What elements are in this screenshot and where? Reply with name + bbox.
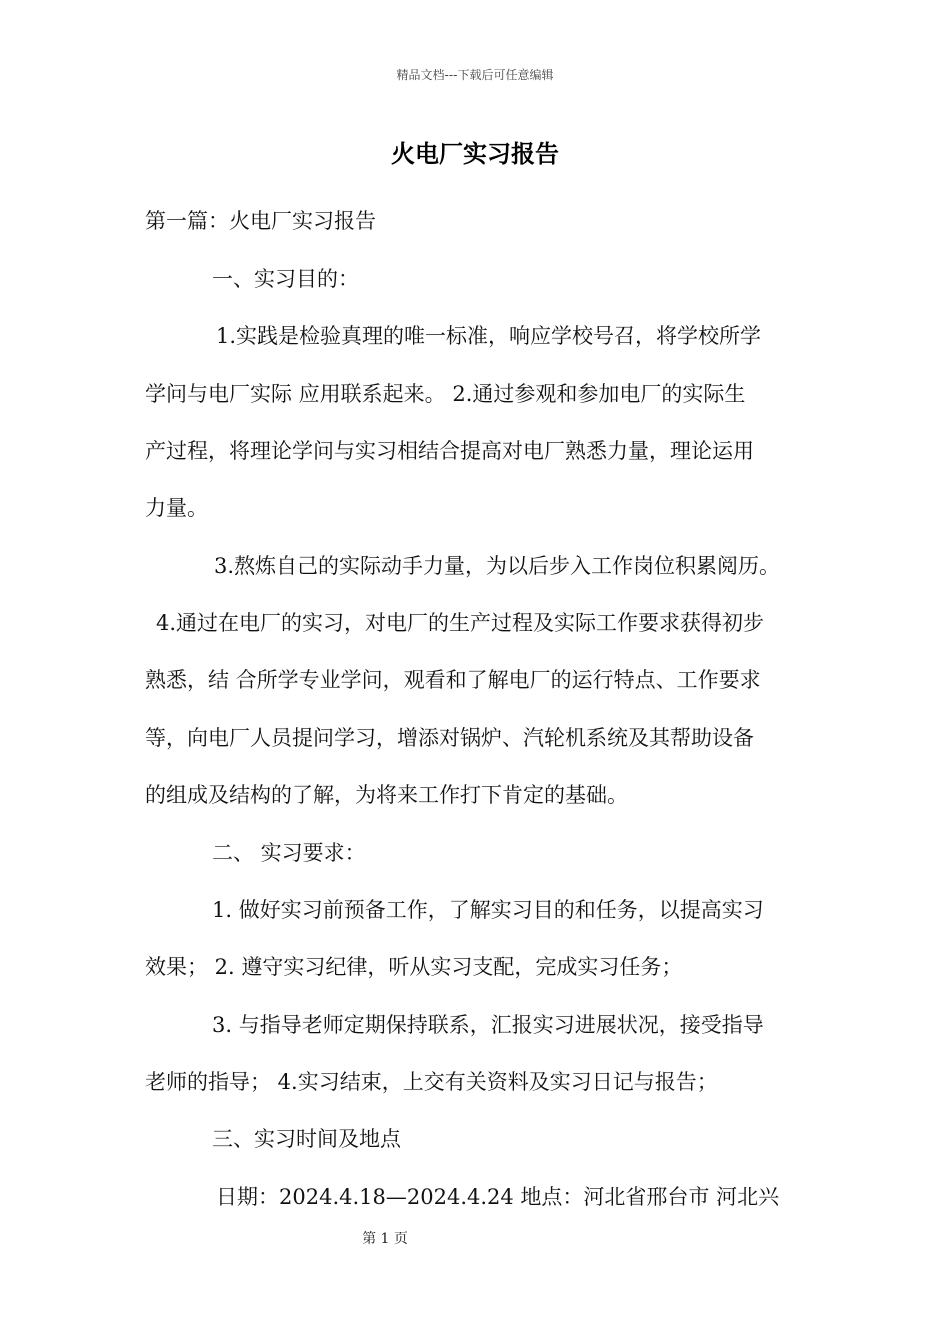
paragraph-line: 老师的指导； 4.实习结束，上交有关资料及实习日记与报告； xyxy=(145,1070,718,1094)
paragraph-line: 日期：2024.4.18—2024.4.24 地点：河北省邢台市 河北兴 xyxy=(216,1185,780,1209)
document-title: 火电厂实习报告 xyxy=(391,140,559,168)
paragraph-line: 3. 与指导老师定期保持联系，汇报实习进展状况，接受指导 xyxy=(212,1013,764,1037)
page-header: 精品文档---下载后可任意编辑 xyxy=(396,68,554,82)
paragraph-line: 效果； 2. 遵守实习纪律，听从实习支配，完成实习任务； xyxy=(145,955,683,979)
paragraph-line: 学问与电厂实际 应用联系起来。 2.通过参观和参加电厂的实际生 xyxy=(145,382,746,406)
paragraph-line: 力量。 xyxy=(145,496,208,520)
paragraph-line: 3.熬炼自己的实际动手力量，为以后步入工作岗位积累阅历。 xyxy=(214,554,781,578)
paragraph-line: 1. 做好实习前预备工作，了解实习目的和任务，以提高实习 xyxy=(212,898,764,922)
section-heading-requirements: 二、 实习要求： xyxy=(212,841,366,865)
paragraph-line: 产过程，将理论学问与实习相结合提高对电厂熟悉力量，理论运用 xyxy=(145,439,754,463)
section-heading-time-place: 三、实习时间及地点 xyxy=(212,1127,401,1151)
section-heading-first-article: 第一篇：火电厂实习报告 xyxy=(145,209,376,233)
paragraph-line: 熟悉，结 合所学专业学问，观看和了解电厂的运行特点、工作要求 xyxy=(145,668,761,692)
paragraph-line: 4.通过在电厂的实习，对电厂的生产过程及实际工作要求获得初步 xyxy=(156,611,765,635)
section-heading-purpose: 一、实习目的： xyxy=(212,267,359,291)
paragraph-line: 等，向电厂人员提问学习，增添对锅炉、汽轮机系统及其帮助设备 xyxy=(145,726,754,750)
paragraph-line: 的组成及结构的了解，为将来工作打下肯定的基础。 xyxy=(145,783,628,807)
page-number: 第 1 页 xyxy=(362,1231,408,1247)
paragraph-line: 1.实践是检验真理的唯一标准，响应学校号召，将学校所学 xyxy=(216,324,762,348)
